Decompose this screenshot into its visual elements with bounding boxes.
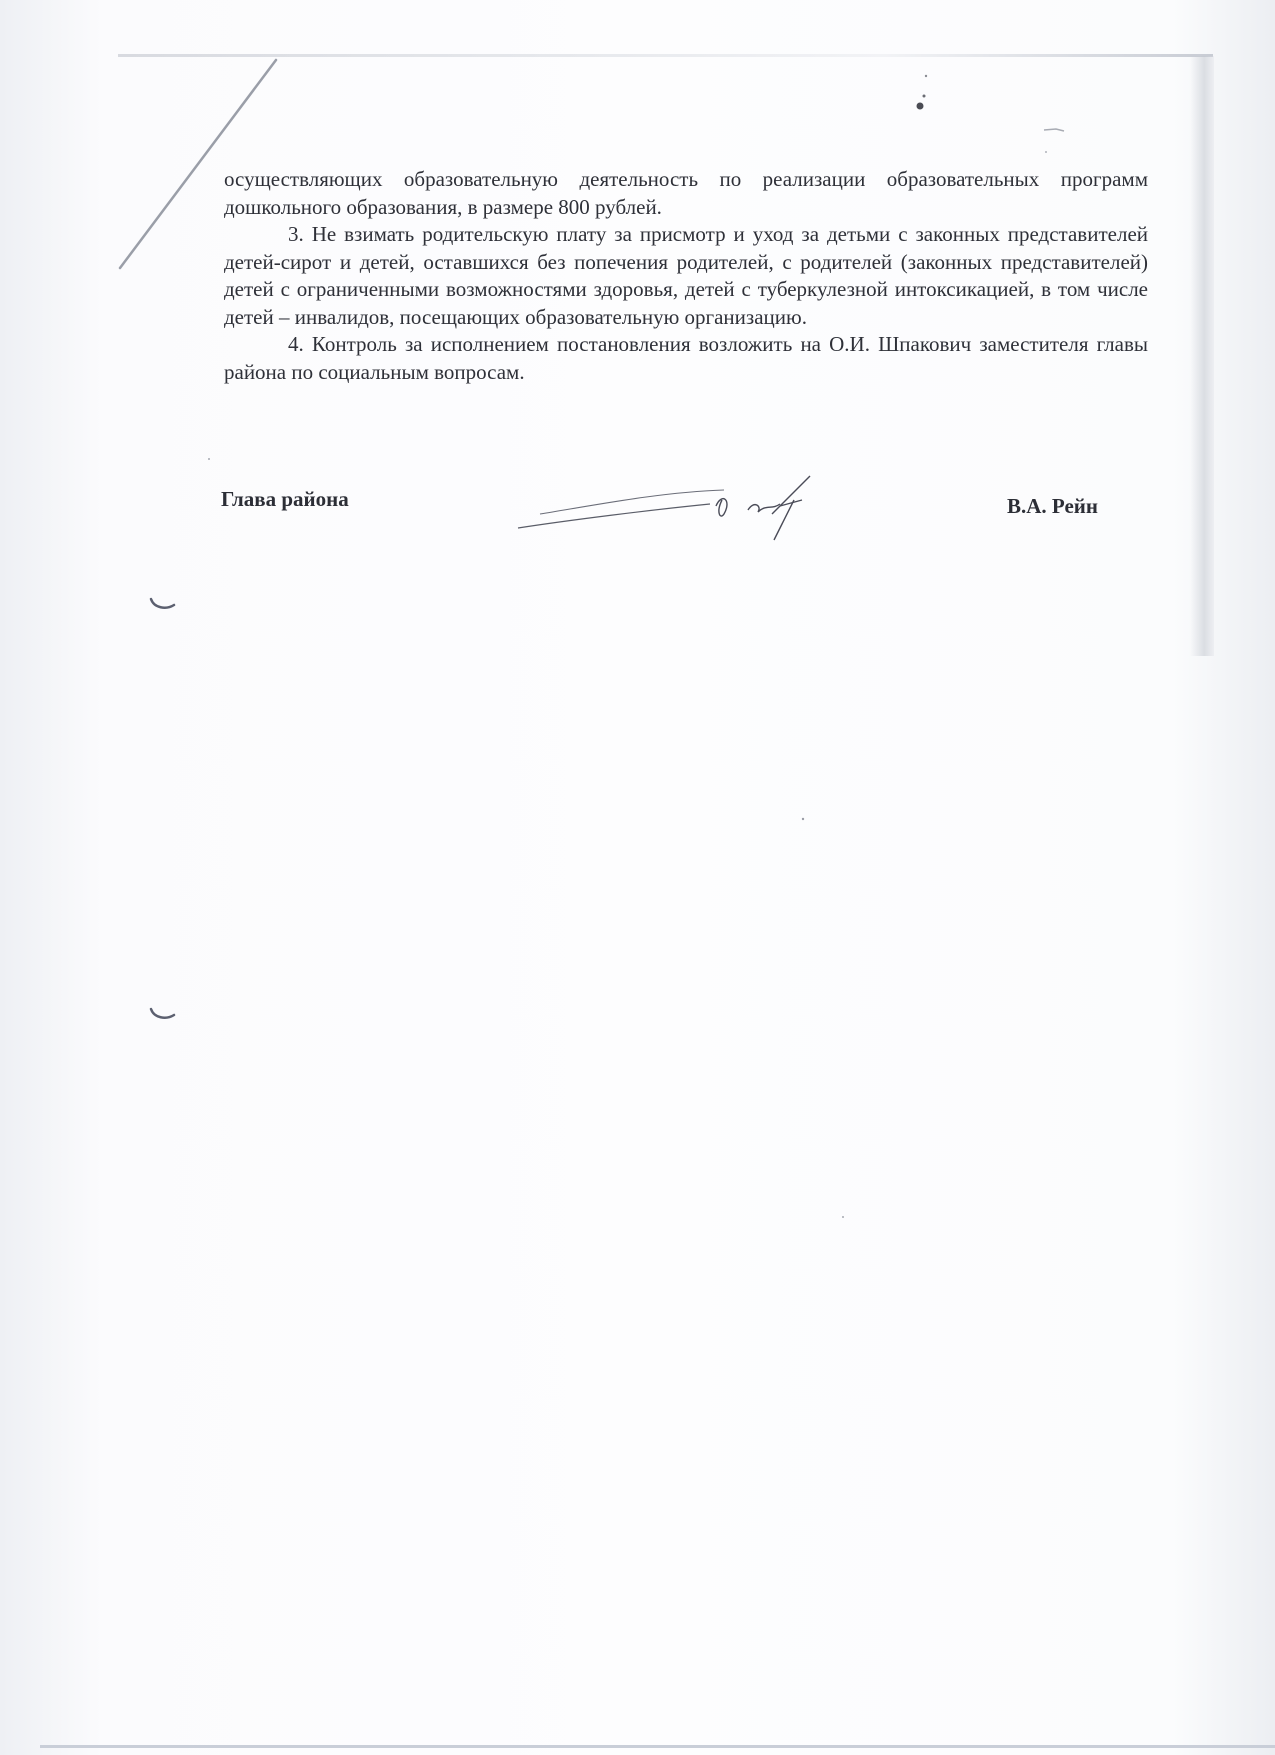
punch-hole-mark xyxy=(148,596,178,612)
punch-hole-mark xyxy=(148,1006,178,1022)
scan-speck xyxy=(1040,118,1070,158)
scan-speck xyxy=(840,1214,846,1220)
paragraph-4: 4. Контроль за исполнением постановления возложить на О.И. Шпакович заместителя главы района по социальным вопросам. xyxy=(224,332,1148,384)
signatory-position: Глава района xyxy=(221,487,349,511)
scan-right-shadow xyxy=(1190,56,1214,656)
scan-speck xyxy=(902,66,942,126)
signatory-name: В.А. Рейн xyxy=(1007,494,1098,518)
document-body xyxy=(224,166,1148,386)
scan-speck xyxy=(206,456,212,462)
paragraph-continuation: осуществляющих образовательную деятельность по реализации образовательных программ дошкольного образования, в размере 800 рублей. xyxy=(224,167,1148,219)
scan-bottom-edge xyxy=(40,1745,1275,1748)
scan-speck xyxy=(800,816,806,822)
handwritten-signature xyxy=(510,470,850,550)
paragraph-3: 3. Не взимать родительскую плату за присмотр и уход за детьми с законных представителей детей-сирот и детей, оставшихся без попечения родителей, с родителей (законных представителей) детей с ограниченными возможностями здоровья, детей с туберкулезной интоксикацией, в том числе детей – инвалидов, посещающих образовательную организацию. xyxy=(224,222,1148,329)
